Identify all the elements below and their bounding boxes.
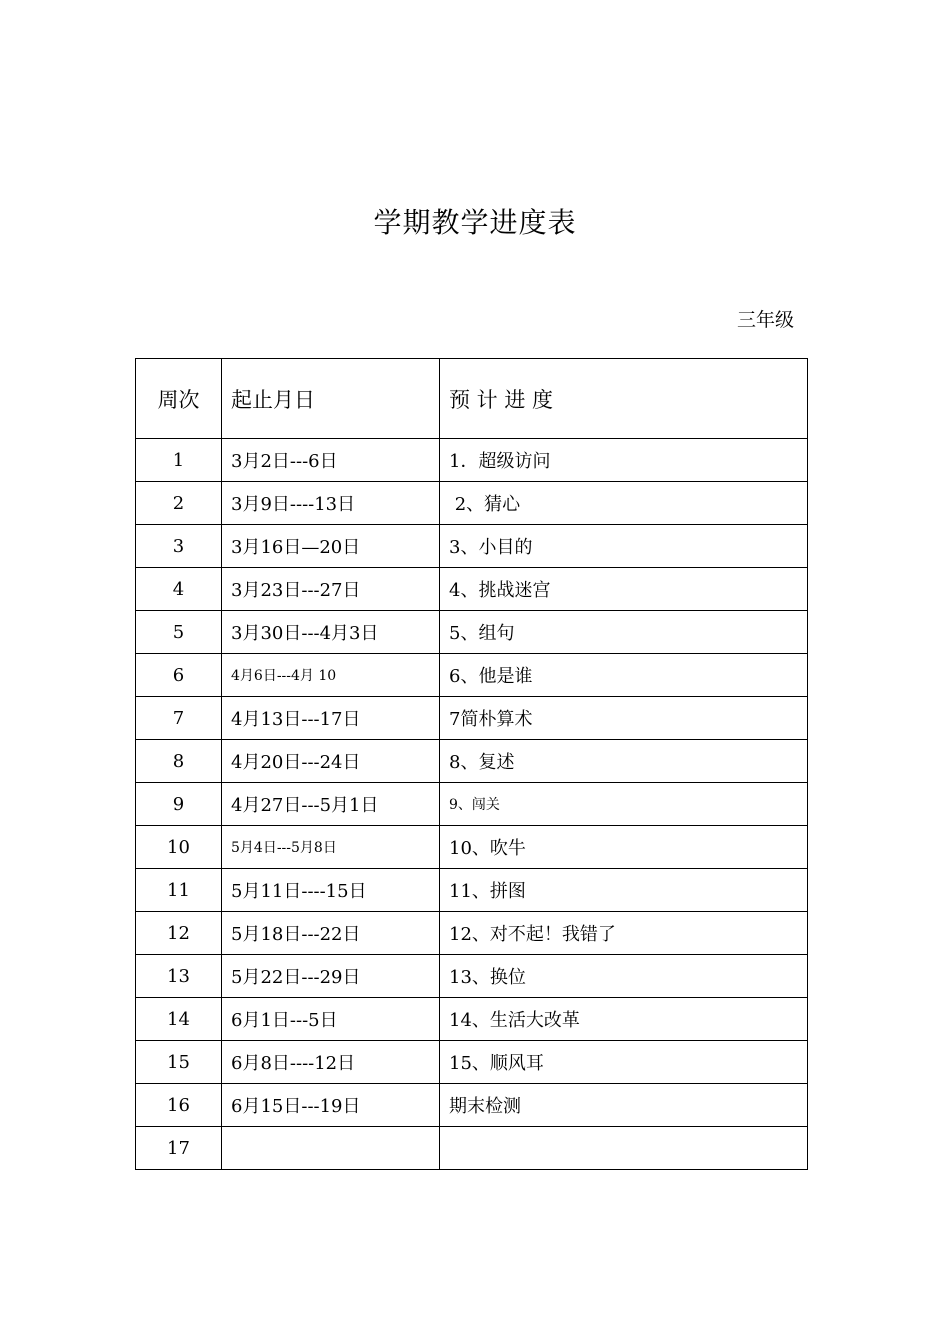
week-cell: 16 [136, 1084, 222, 1127]
dates-cell: 5月4日---5月8日 [222, 826, 440, 869]
dates-cell: 6月8日----12日 [222, 1041, 440, 1084]
week-cell: 3 [136, 525, 222, 568]
page-title: 学期教学进度表 [373, 206, 577, 239]
dates-cell: 4月6日---4月 10 [222, 654, 440, 697]
table-row [136, 482, 808, 525]
dates-cell: 3月9日----13日 [222, 482, 440, 525]
header-progress: 预 计 进 度 [440, 359, 808, 439]
week-cell: 9 [136, 783, 222, 826]
progress-cell: 14、生活大改革 [440, 998, 808, 1041]
progress-cell: 2、猜心 [440, 482, 808, 525]
table-row [136, 1084, 808, 1127]
table-row [136, 998, 808, 1041]
progress-cell: 13、换位 [440, 955, 808, 998]
week-cell: 17 [136, 1127, 222, 1170]
week-cell: 4 [136, 568, 222, 611]
progress-cell: 11、拼图 [440, 869, 808, 912]
dates-cell: 3月23日---27日 [222, 568, 440, 611]
table-header-row [136, 359, 808, 439]
table-row [136, 912, 808, 955]
progress-cell: 3、小目的 [440, 525, 808, 568]
week-cell: 13 [136, 955, 222, 998]
table-row [136, 826, 808, 869]
progress-cell: 10、吹牛 [440, 826, 808, 869]
dates-cell [222, 1127, 440, 1170]
progress-cell: 7简朴算术 [440, 697, 808, 740]
dates-cell: 4月27日---5月1日 [222, 783, 440, 826]
week-cell: 14 [136, 998, 222, 1041]
dates-cell: 4月20日---24日 [222, 740, 440, 783]
dates-cell: 6月15日---19日 [222, 1084, 440, 1127]
dates-cell: 5月11日----15日 [222, 869, 440, 912]
table-row [136, 697, 808, 740]
table-row [136, 439, 808, 482]
week-cell: 2 [136, 482, 222, 525]
progress-cell: 期末检测 [440, 1084, 808, 1127]
progress-cell: 1．超级访问 [440, 439, 808, 482]
progress-cell: 8、复述 [440, 740, 808, 783]
table-row [136, 525, 808, 568]
table-row [136, 783, 808, 826]
dates-cell: 5月18日---22日 [222, 912, 440, 955]
progress-cell: 6、他是谁 [440, 654, 808, 697]
week-cell: 12 [136, 912, 222, 955]
dates-cell: 3月30日---4月3日 [222, 611, 440, 654]
table-row [136, 1127, 808, 1170]
table-row [136, 955, 808, 998]
week-cell: 1 [136, 439, 222, 482]
table-row [136, 869, 808, 912]
header-week: 周次 [136, 359, 222, 439]
week-cell: 10 [136, 826, 222, 869]
week-cell: 11 [136, 869, 222, 912]
progress-cell: 9、闯关 [440, 783, 808, 826]
progress-cell: 4、挑战迷宫 [440, 568, 808, 611]
progress-cell: 15、顺风耳 [440, 1041, 808, 1084]
grade-label: 三年级 [736, 309, 794, 331]
week-cell: 5 [136, 611, 222, 654]
dates-cell: 3月16日—20日 [222, 525, 440, 568]
schedule-table [135, 358, 808, 1170]
week-cell: 15 [136, 1041, 222, 1084]
table-row [136, 740, 808, 783]
table-row [136, 1041, 808, 1084]
table-row [136, 568, 808, 611]
progress-cell: 12、对不起！我错了 [440, 912, 808, 955]
week-cell: 6 [136, 654, 222, 697]
progress-cell [440, 1127, 808, 1170]
dates-cell: 6月1日---5日 [222, 998, 440, 1041]
dates-cell: 3月2日---6日 [222, 439, 440, 482]
week-cell: 8 [136, 740, 222, 783]
dates-cell: 5月22日---29日 [222, 955, 440, 998]
week-cell: 7 [136, 697, 222, 740]
dates-cell: 4月13日---17日 [222, 697, 440, 740]
header-dates: 起止月日 [222, 359, 440, 439]
progress-cell: 5、组句 [440, 611, 808, 654]
table-row [136, 654, 808, 697]
table-row [136, 611, 808, 654]
